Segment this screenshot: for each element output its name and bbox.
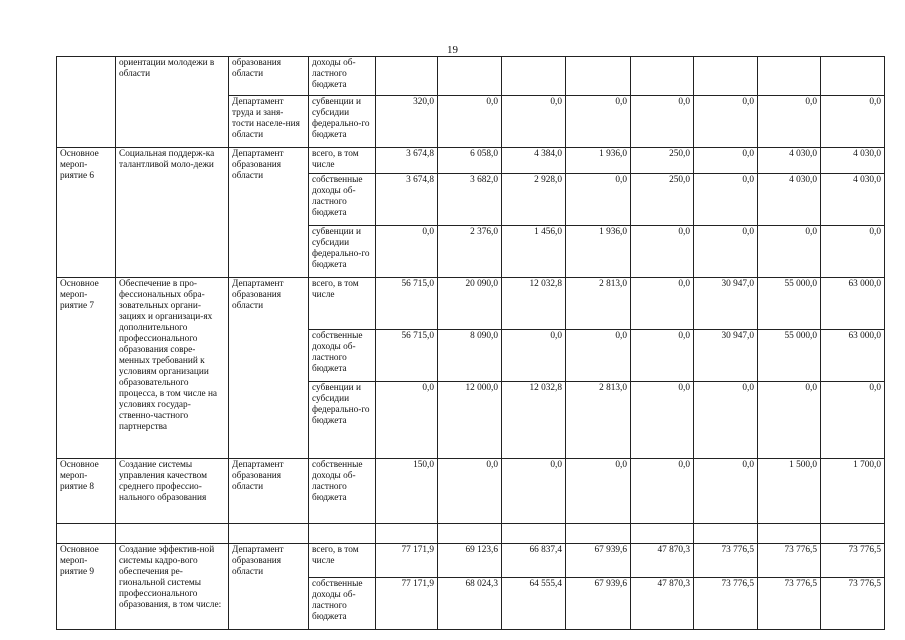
measure-name: Основное мероп-риятие 7 (57, 278, 116, 459)
amount-cell: 77 171,9 (376, 544, 438, 578)
amount-cell: 56 715,0 (376, 278, 438, 330)
table-row (57, 278, 885, 330)
amount-cell: 8 090,0 (438, 330, 502, 382)
amount-cell: 0,0 (502, 459, 566, 524)
measure-title: Социальная поддерж-ка талантливой моло-дежи (116, 148, 229, 278)
spacer-cell (631, 524, 694, 544)
amount-cell: 1 700,0 (821, 459, 885, 524)
spacer-cell (566, 524, 631, 544)
amount-cell: 47 870,3 (631, 544, 694, 578)
spacer-cell (821, 524, 885, 544)
amount-cell: 73 776,5 (758, 544, 821, 578)
amount-cell: 0,0 (438, 96, 502, 148)
amount-cell: 0,0 (694, 96, 758, 148)
amount-cell: 73 776,5 (758, 578, 821, 630)
amount-cell: 12 000,0 (438, 382, 502, 459)
amount-cell: 1 456,0 (502, 226, 566, 278)
funding-source: доходы об-ластного бюджета (309, 57, 376, 96)
spacer-cell (758, 524, 821, 544)
amount-cell: 67 939,6 (566, 578, 631, 630)
measure-name: Основное мероп-риятие 9 (57, 544, 116, 630)
amount-cell: 4 030,0 (758, 174, 821, 226)
amount-cell (821, 57, 885, 96)
amount-cell: 250,0 (631, 148, 694, 174)
amount-cell: 0,0 (631, 330, 694, 382)
funding-source: субвенции и субсидии федерально-го бюджета (309, 382, 376, 459)
amount-cell: 63 000,0 (821, 330, 885, 382)
amount-cell: 0,0 (376, 382, 438, 459)
amount-cell: 0,0 (694, 148, 758, 174)
funding-source: собственные доходы об-ластного бюджета (309, 459, 376, 524)
measure-title: ориентации молодежи в области (116, 57, 229, 148)
amount-cell: 320,0 (376, 96, 438, 148)
amount-cell: 0,0 (631, 96, 694, 148)
amount-cell: 30 947,0 (694, 330, 758, 382)
amount-cell: 0,0 (631, 382, 694, 459)
executor: Департамент труда и заня-тости населе-ния области (229, 96, 309, 148)
amount-cell: 56 715,0 (376, 330, 438, 382)
funding-source: всего, в том числе (309, 278, 376, 330)
amount-cell (694, 57, 758, 96)
amount-cell: 4 030,0 (758, 148, 821, 174)
spacer-cell (376, 524, 438, 544)
amount-cell: 0,0 (376, 226, 438, 278)
amount-cell: 0,0 (821, 382, 885, 459)
amount-cell: 73 776,5 (821, 544, 885, 578)
amount-cell: 0,0 (438, 459, 502, 524)
table-row (57, 57, 885, 96)
amount-cell: 0,0 (502, 330, 566, 382)
amount-cell: 0,0 (821, 226, 885, 278)
amount-cell: 4 030,0 (821, 148, 885, 174)
amount-cell: 2 813,0 (566, 382, 631, 459)
amount-cell: 0,0 (566, 96, 631, 148)
executor: Департамент образования области (229, 278, 309, 459)
executor: Департамент образования области (229, 459, 309, 524)
amount-cell: 0,0 (758, 382, 821, 459)
spacer-cell (116, 524, 229, 544)
amount-cell: 2 376,0 (438, 226, 502, 278)
amount-cell: 0,0 (758, 226, 821, 278)
amount-cell (566, 57, 631, 96)
executor: образования области (229, 57, 309, 96)
amount-cell: 1 500,0 (758, 459, 821, 524)
amount-cell: 55 000,0 (758, 330, 821, 382)
funding-source: всего, в том числе (309, 148, 376, 174)
amount-cell: 0,0 (694, 226, 758, 278)
amount-cell: 2 928,0 (502, 174, 566, 226)
measure-title: Создание эффектив-ной системы кадро-вого обеспечения ре-гиональной системы профессионального образования, в том числе: (116, 544, 229, 630)
table-row (57, 544, 885, 578)
measure-name: Основное мероп-риятие 8 (57, 459, 116, 524)
amount-cell: 69 123,6 (438, 544, 502, 578)
amount-cell (502, 57, 566, 96)
amount-cell: 63 000,0 (821, 278, 885, 330)
amount-cell: 0,0 (631, 226, 694, 278)
amount-cell: 73 776,5 (694, 578, 758, 630)
table-row (57, 148, 885, 174)
table-row (57, 459, 885, 524)
funding-source: субвенции и субсидии федерально-го бюджета (309, 96, 376, 148)
amount-cell: 0,0 (566, 174, 631, 226)
amount-cell: 0,0 (694, 174, 758, 226)
amount-cell: 0,0 (566, 459, 631, 524)
executor: Департамент образования области (229, 544, 309, 630)
amount-cell: 0,0 (502, 96, 566, 148)
budget-table (56, 56, 885, 630)
amount-cell: 12 032,8 (502, 278, 566, 330)
measure-name: Основное мероп-риятие 6 (57, 148, 116, 278)
spacer-cell (694, 524, 758, 544)
amount-cell: 1 936,0 (566, 226, 631, 278)
amount-cell: 64 555,4 (502, 578, 566, 630)
amount-cell (631, 57, 694, 96)
spacer-cell (438, 524, 502, 544)
amount-cell: 3 674,8 (376, 174, 438, 226)
amount-cell: 4 384,0 (502, 148, 566, 174)
amount-cell: 0,0 (631, 278, 694, 330)
amount-cell: 3 682,0 (438, 174, 502, 226)
amount-cell: 250,0 (631, 174, 694, 226)
amount-cell: 66 837,4 (502, 544, 566, 578)
funding-source: всего, в том числе (309, 544, 376, 578)
amount-cell: 6 058,0 (438, 148, 502, 174)
amount-cell: 0,0 (694, 459, 758, 524)
spacer-cell (57, 524, 116, 544)
amount-cell: 3 674,8 (376, 148, 438, 174)
amount-cell: 0,0 (631, 459, 694, 524)
measure-title: Создание системы управления качеством среднего профессио-нального образования (116, 459, 229, 524)
amount-cell: 47 870,3 (631, 578, 694, 630)
amount-cell (376, 57, 438, 96)
funding-source: собственные доходы об-ластного бюджета (309, 174, 376, 226)
spacer-cell (502, 524, 566, 544)
funding-source: субвенции и субсидии федерально-го бюджета (309, 226, 376, 278)
amount-cell (438, 57, 502, 96)
measure-title: Обеспечение в про-фессиональных обра-зовательных органи-зациях и организаци-ях дополнительного профессионального образования совре-менных требований к условиям организации образовательного процесса, в том числе на условиях государ-ственно-частного партнерства (116, 278, 229, 459)
measure-name (57, 57, 116, 148)
executor: Департамент образования области (229, 148, 309, 278)
amount-cell: 12 032,8 (502, 382, 566, 459)
page-number: 19 (447, 44, 458, 56)
amount-cell: 73 776,5 (821, 578, 885, 630)
amount-cell: 0,0 (821, 96, 885, 148)
funding-source: собственные доходы об-ластного бюджета (309, 330, 376, 382)
spacer-cell (229, 524, 309, 544)
amount-cell: 0,0 (694, 382, 758, 459)
amount-cell: 150,0 (376, 459, 438, 524)
amount-cell (758, 57, 821, 96)
spacer-cell (309, 524, 376, 544)
spacer-row (57, 524, 885, 544)
amount-cell: 20 090,0 (438, 278, 502, 330)
amount-cell: 73 776,5 (694, 544, 758, 578)
amount-cell: 55 000,0 (758, 278, 821, 330)
amount-cell: 77 171,9 (376, 578, 438, 630)
amount-cell: 2 813,0 (566, 278, 631, 330)
amount-cell: 67 939,6 (566, 544, 631, 578)
amount-cell: 1 936,0 (566, 148, 631, 174)
amount-cell: 4 030,0 (821, 174, 885, 226)
amount-cell: 0,0 (566, 330, 631, 382)
amount-cell: 30 947,0 (694, 278, 758, 330)
funding-source: собственные доходы об-ластного бюджета (309, 578, 376, 630)
amount-cell: 68 024,3 (438, 578, 502, 630)
amount-cell: 0,0 (758, 96, 821, 148)
